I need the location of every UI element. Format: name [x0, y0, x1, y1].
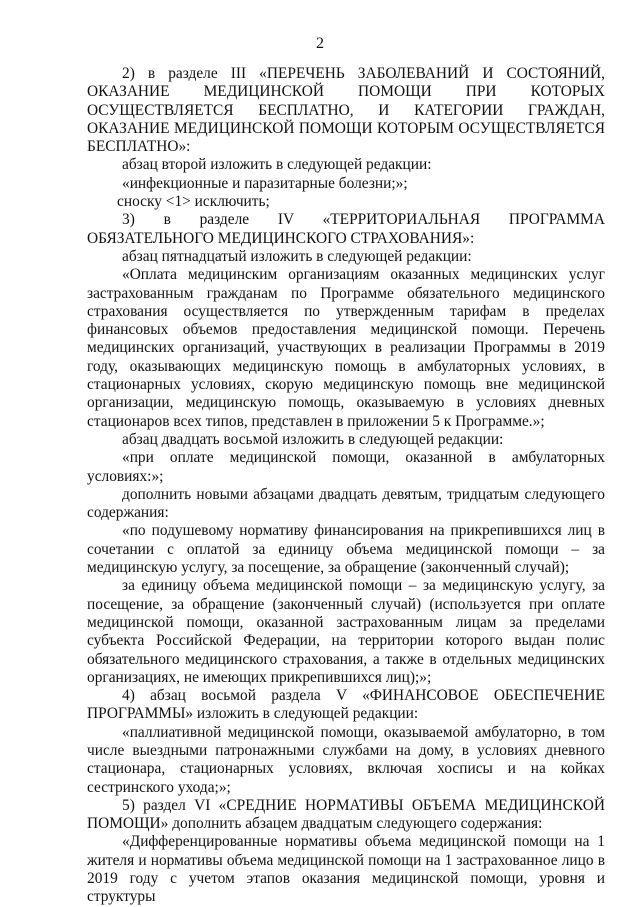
paragraph-section-6-heading: 5) раздел VI «СРЕДНИЕ НОРМАТИВЫ ОБЪЕМА МЕДИЦИНСКОЙ ПОМОЩИ» дополнить абзацем двадцатым следующего содержания:	[87, 796, 605, 833]
paragraph-quote: за единицу объема медицинской помощи – за медицинскую услугу, за посещение, за обращение (законченный случай) (используется при оплате медицинской помощи, оказанной застрахованным лицам за пределами субъекта Российской Федерации, на территории которого выдан полис обязательного медицинского страхования, а также в отдельных медицинских организациях, не имеющих прикрепившихся лиц);»;	[87, 577, 605, 686]
paragraph-instruction: абзац второй изложить в следующей редакции:	[122, 156, 432, 174]
paragraph-instruction: абзац пятнадцатый изложить в следующей редакции:	[122, 247, 472, 265]
document-body	[87, 65, 605, 907]
paragraph-quote: «Дифференцированные нормативы объема медицинской помощи на 1 жителя и нормативы объема медицинской помощи на 1 застрахованное лицо в 2019 году с учетом этапов оказания медицинской помощи, уровня и структуры	[87, 833, 605, 906]
paragraph-instruction: сноску <1> исключить;	[117, 193, 270, 211]
paragraph-instruction: дополнить новыми абзацами двадцать девятым, тридцатым следующего содержания:	[87, 485, 605, 522]
paragraph-quote: «Оплата медицинским организациям оказанных медицинских услуг застрахованным гражданам по Программе обязательного медицинского страхования осуществляется по утвержденным тарифам в пределах финансовых объемов предоставления медицинской помощи. Перечень медицинских организаций, участвующих в реализации Программы в 2019 году, оказывающих медицинскую помощь в амбулаторных условиях, в стационарных условиях, скорую медицинскую помощь вне медицинской организации, медицинскую помощь, оказываемую в условиях дневных стационаров всех типов, представлен в приложении 5 к Программе.»;	[87, 266, 605, 430]
page-number: 2	[316, 35, 324, 52]
paragraph-quote: «инфекционные и паразитарные болезни;»;	[122, 174, 408, 192]
paragraph-section-5-heading: 4) абзац восьмой раздела V «ФИНАНСОВОЕ ОБЕСПЕЧЕНИЕ ПРОГРАММЫ» изложить в следующей редакции:	[87, 687, 605, 723]
paragraph-quote: «по подушевому нормативу финансирования на прикрепившихся лиц в сочетании с оплатой за единицу объема медицинской помощи – за медицинскую услугу, за посещение, за обращение (законченный случай);	[87, 522, 605, 577]
paragraph-section-4-heading: 3) в разделе IV «ТЕРРИТОРИАЛЬНАЯ ПРОГРАММА ОБЯЗАТЕЛЬНОГО МЕДИЦИНСКОГО СТРАХОВАНИЯ»:	[87, 211, 605, 247]
paragraph-quote: «при оплате медицинской помощи, оказанной в амбулаторных условиях:»;	[87, 449, 605, 485]
paragraph-quote: «паллиативной медицинской помощи, оказываемой амбулаторно, в том числе выездными патронажными службами на дому, в условиях дневного стационара, стационарных условиях, включая хосписы и на койках сестринского ухода;»;	[87, 723, 605, 796]
paragraph-instruction: абзац двадцать восьмой изложить в следующей редакции:	[122, 430, 504, 448]
paragraph-section-3-heading: 2) в разделе III «ПЕРЕЧЕНЬ ЗАБОЛЕВАНИЙ И СОСТОЯНИЙ, ОКАЗАНИЕ МЕДИЦИНСКОЙ ПОМОЩИ ПРИ КОТОРЫХ ОСУЩЕСТВЛЯЕТСЯ БЕСПЛАТНО, И КАТЕГОРИИ ГРАЖДАН, ОКАЗАНИЕ МЕДИЦИНСКОЙ ПОМОЩИ КОТОРЫМ ОСУЩЕСТВЛЯЕТСЯ БЕСПЛАТНО»:	[87, 65, 605, 156]
